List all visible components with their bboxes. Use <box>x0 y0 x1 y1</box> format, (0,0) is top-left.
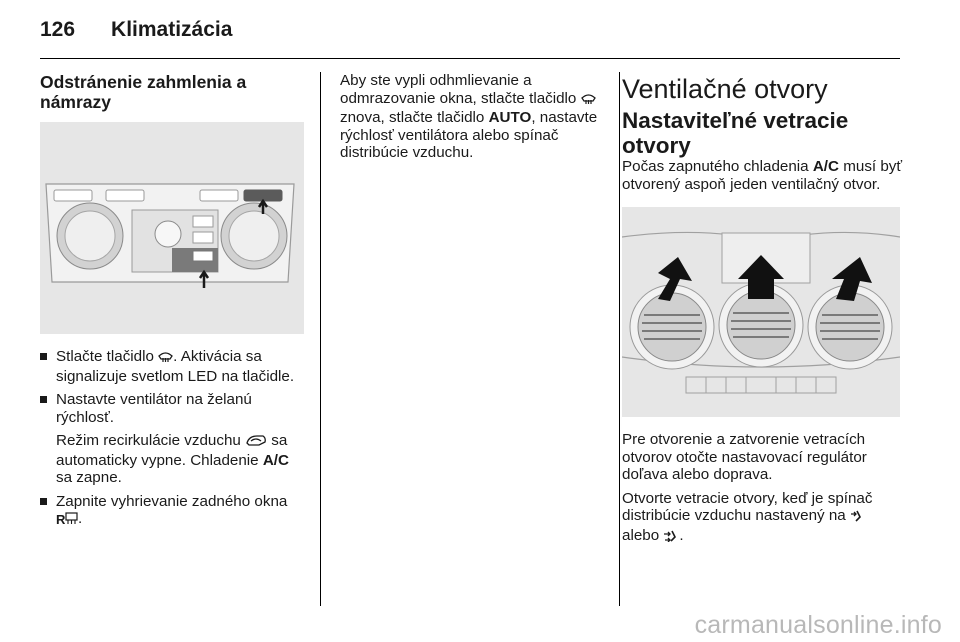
bullet-square <box>40 396 47 403</box>
section-heading-vents: Ventilačné otvory <box>622 74 828 104</box>
bullet-square <box>40 353 47 360</box>
air-vents-figure <box>622 207 900 417</box>
section-heading-defog: Odstránenie zahmlenia a námrazy <box>40 72 247 112</box>
header-divider <box>40 58 900 59</box>
column-left <box>40 72 304 536</box>
airflow-body-icon <box>850 509 864 527</box>
air-vents-illustration <box>622 207 900 417</box>
chapter-title: Klimatizácia <box>111 18 233 41</box>
climate-panel-figure <box>40 122 304 334</box>
windscreen-defrost-icon <box>158 350 173 368</box>
page-header <box>40 18 232 48</box>
windscreen-defrost-icon <box>581 92 596 110</box>
defog-off-paragraph: Aby ste vypli odhmlievanie a odmrazovanie okna, stlačte tlačidlo znova, stlačte tlačidlo AUTO, nastavte rýchlosť ventilátora alebo spínač distribúcie vzduchu. <box>340 72 598 161</box>
page-number: 126 <box>40 18 76 41</box>
rear-window-heating-icon <box>56 512 78 530</box>
vent-left <box>630 285 714 369</box>
site-watermark: carmanualsonline.info <box>694 611 942 639</box>
column-middle <box>340 72 608 168</box>
vents-adjust-paragraph: Pre otvorenie a zatvorenie vetracích otvorov otočte nastavovací regulátor doľava alebo doprava. <box>622 431 867 483</box>
list-item: Zapnite vyhrievanie zadného okna R . <box>40 493 304 530</box>
column-divider-left <box>320 72 321 606</box>
vents-note-paragraph: Počas zapnutého chladenia A/C musí byť otvorený aspoň jeden ventilačný otvor. <box>622 158 903 193</box>
bullet-square <box>40 498 47 505</box>
instruction-list <box>40 348 304 530</box>
subsection-heading-adjustable-vents: Nastaviteľné vetracie otvory <box>622 108 849 158</box>
vents-open-paragraph: Otvorte vetracie otvory, keď je spínač distribúcie vzduchu nastavený na alebo . <box>622 490 904 547</box>
list-item: Nastavte ventilátor na želanú rýchlosť. Režim recirkulácie vzduchu sa automaticky vypne. Chladenie A/C sa zapne. <box>40 391 304 487</box>
climate-control-panel-illustration <box>40 122 304 334</box>
airflow-body-feet-icon <box>663 529 679 547</box>
column-divider-right <box>619 72 620 606</box>
svg-text:R: R <box>56 512 66 525</box>
air-recirculation-icon <box>245 434 267 452</box>
list-item: Stlačte tlačidlo . Aktivácia sa signalizuje svetlom LED na tlačidle. <box>40 348 304 385</box>
column-right <box>622 72 904 552</box>
